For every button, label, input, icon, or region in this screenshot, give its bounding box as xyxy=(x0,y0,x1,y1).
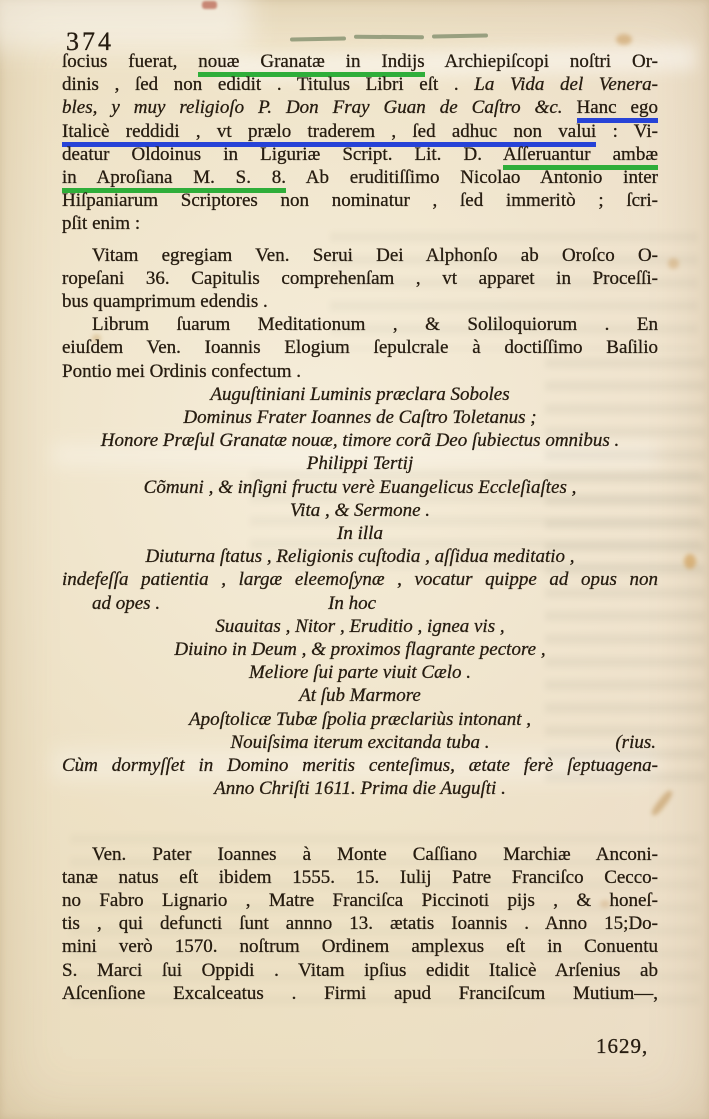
foxing-spot xyxy=(668,258,679,269)
text-line xyxy=(62,96,658,119)
text-line xyxy=(62,866,658,889)
text-line xyxy=(62,313,658,336)
text-line xyxy=(62,360,658,383)
text-line xyxy=(62,244,658,267)
imprint-year: 1629, xyxy=(596,1034,649,1058)
text-segment: no Fabro Lignario , Matre Franciſca Piccinoti pijs , & honeſ- xyxy=(62,889,658,911)
text-segment: At ſub Marmore xyxy=(299,685,421,707)
text-segment: Pontio mei Ordinis confectum . xyxy=(62,360,302,382)
text-segment: deatur Oldoinus in Liguriæ Script. Lit. D. xyxy=(62,143,503,165)
green-pen-mark xyxy=(354,35,424,40)
text-line xyxy=(62,267,658,290)
text-segment: Hiſpaniarum Scriptores non nominatur , ſed immeritò ; ſcri- xyxy=(62,190,658,212)
text-line xyxy=(62,777,658,800)
spacing-gap xyxy=(160,608,328,609)
text-segment: S. Marci ſui Oppidi . Vitam ipſius edidit Italicè Arſenius ab xyxy=(62,959,658,981)
text-segment: dinis , ſed non edidit . Titulus Libri eſt . xyxy=(62,74,475,96)
text-line xyxy=(62,406,658,429)
text-segment: Meliore ſui parte viuit Cælo . xyxy=(249,662,471,684)
text-line xyxy=(62,959,658,982)
text-line xyxy=(62,476,658,499)
text-segment: : Vi- xyxy=(596,120,658,142)
text-line xyxy=(62,754,658,777)
text-segment: La Vida del Venera- xyxy=(474,74,658,96)
text-segment: ropeſani 36. Capitulis comprehenſam , vt apparet in Proceſſi- xyxy=(62,267,658,289)
text-line xyxy=(62,189,658,212)
text-segment: Suauitas , Nitor , Eruditio , ignea vis , xyxy=(215,615,505,637)
text-line xyxy=(62,731,658,754)
text-segment: Cùm dormyſſet in Domino meritis centeſimus, ætate ferè ſeptuagena- xyxy=(62,755,658,777)
text-block xyxy=(62,50,658,1005)
text-line xyxy=(62,290,658,313)
text-segment: indefeſſa patientia , largæ eleemoſynæ , vocatur quippe ad opus non xyxy=(62,569,658,591)
text-segment: Archiepiſcopi noſtri Or- xyxy=(424,51,658,72)
text-segment: In hoc xyxy=(328,592,377,614)
text-line xyxy=(62,615,658,638)
text-line xyxy=(62,661,658,684)
text-segment: In illa xyxy=(337,523,383,545)
text-segment: tanæ natus eſt ibidem 1555. 15. Iulij Patre Franciſco Cecco- xyxy=(62,866,658,888)
text-segment: Ab eruditiſſimo Nicolao Antonio inter xyxy=(286,167,658,189)
text-segment: Anno Chriſti 1611. Prima die Auguſti . xyxy=(214,778,506,800)
text-line xyxy=(62,889,658,912)
page-number: 374 xyxy=(66,27,114,56)
text-segment: Dominus Frater Ioannes de Caſtro Toletanus ; xyxy=(183,407,537,429)
underlined-phrase: Aſſeruantur ambæ xyxy=(502,143,658,165)
text-segment: eiuſdem Ven. Ioannis Elogium ſepulcrale à doctiſſimo Baſilio xyxy=(62,337,658,359)
text-line xyxy=(62,499,658,522)
text-segment: pſit enim : xyxy=(62,213,141,235)
text-segment: Nouiſsima iterum excitanda tuba . xyxy=(230,731,490,753)
text-line xyxy=(62,336,658,359)
underlined-phrase: nouæ Granatæ in Indijs xyxy=(198,51,425,72)
green-pen-mark xyxy=(432,34,488,39)
text-segment: Vitam egregiam Ven. Serui Dei Alphonſo ab Oroſco O- xyxy=(92,244,658,266)
line-gap xyxy=(62,236,658,244)
line-gap xyxy=(62,801,658,843)
text-segment: Cõmuni , & inſigni fructu verè Euangelicus Eccleſiaſtes , xyxy=(143,476,577,498)
text-line xyxy=(62,935,658,958)
foxing-spot xyxy=(616,34,632,45)
text-line xyxy=(62,545,658,568)
text-line xyxy=(62,982,658,1005)
underlined-phrase: in Aproſiana M. S. 8. xyxy=(62,167,287,189)
red-mark xyxy=(202,1,217,9)
text-line xyxy=(62,212,658,235)
text-segment: Philippi Tertij xyxy=(306,453,414,475)
text-line xyxy=(62,568,658,591)
text-segment: Vita , & Sermone . xyxy=(289,499,430,521)
text-segment: Diuino in Deum , & proximos flagrante pectore , xyxy=(174,639,546,661)
text-segment: Librum ſuarum Meditationum , & Soliloquiorum . En xyxy=(92,314,658,336)
text-segment: Ven. Pater Ioannes à Monte Caſſiano Marchiæ Anconi- xyxy=(92,843,658,865)
text-line xyxy=(62,638,658,661)
text-line xyxy=(62,166,658,189)
text-segment: ſocius fuerat, xyxy=(62,51,199,72)
text-line xyxy=(62,843,658,866)
text-line xyxy=(62,684,658,707)
underlined-phrase: Italicè reddidi , vt prælo traderem , ſed adhuc non valui xyxy=(62,120,597,142)
text-line xyxy=(62,592,658,615)
text-segment: Apoſtolicæ Tubæ ſpolia præclariùs intonant , xyxy=(188,708,532,730)
foxing-spot xyxy=(684,554,696,569)
underlined-phrase: Hanc ego xyxy=(576,97,658,119)
text-line xyxy=(62,383,658,406)
text-segment: mini verò 1570. noſtrum Ordinem amplexus eſt in Conuentu xyxy=(62,936,658,958)
text-line xyxy=(62,50,658,73)
text-line xyxy=(62,708,658,731)
text-segment: Auguſtiniani Luminis præclara Soboles xyxy=(210,383,510,405)
text-line xyxy=(62,912,658,935)
text-segment: tis , qui defuncti ſunt annno 13. ætatis Ioannis . Anno 15;Do- xyxy=(62,913,658,935)
text-segment: bles, y muy religioſo P. Don Fray Guan de Caſtro &c. xyxy=(62,97,577,119)
text-line xyxy=(62,120,658,143)
text-line xyxy=(62,522,658,545)
text-line xyxy=(62,143,658,166)
text-segment: (rius. xyxy=(615,731,656,753)
scan-glare xyxy=(0,0,250,50)
green-pen-mark xyxy=(290,37,346,42)
text-line xyxy=(62,452,658,475)
text-line xyxy=(62,73,658,96)
text-line xyxy=(62,429,658,452)
text-segment: Honore Præſul Granatæ nouæ, timore corã Deo ſubiectus omnibus . xyxy=(100,430,620,452)
text-segment: Aſcenſione Excalceatus . Firmi apud Franciſcum Mutium—, xyxy=(62,982,658,1004)
text-segment: bus quamprimum edendis . xyxy=(62,291,268,313)
text-segment: Diuturna ſtatus , Religionis cuſtodia , aſſidua meditatio , xyxy=(145,546,575,568)
text-segment: ad opes . xyxy=(92,592,161,614)
